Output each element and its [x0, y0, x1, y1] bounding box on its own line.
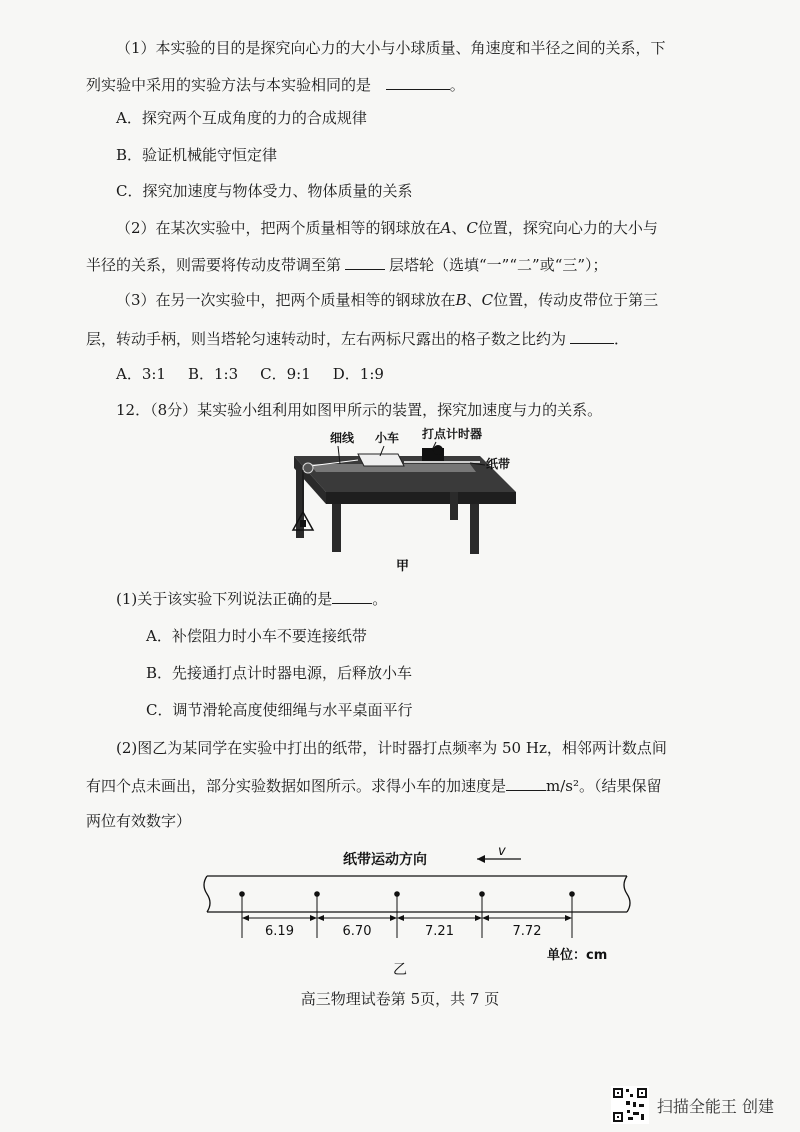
figure-paper-tape — [195, 842, 645, 982]
dimension-arrow-icon — [475, 915, 482, 921]
q12-stem: 12．（8分）某实验小组利用如图甲所示的装置，探究加速度与力的关系。 — [116, 401, 603, 419]
label-cart: 小车 — [375, 431, 400, 445]
label-string: 细线 — [330, 431, 355, 445]
tabletop-front — [326, 492, 516, 504]
q12-part1-text: (1)关于该实验下列说法正确的是 — [116, 590, 333, 608]
option-c: C．调节滑轮高度使细绳与水平桌面平行 — [146, 701, 413, 719]
q11-part3-text: （3）在另一次实验中，把两个质量相等的钢球放在 — [116, 291, 456, 309]
table-leg — [332, 504, 341, 552]
arrow-head-icon — [477, 855, 485, 863]
q11-part1-text: 列实验中采用的实验方法与本实验相同的是 — [86, 76, 372, 94]
tape-marks — [239, 891, 575, 939]
answer-blank — [345, 254, 385, 270]
timer-knob — [433, 445, 443, 455]
q12-part2-text: 有四个点未画出，部分实验数据如图所示。求得小车的加速度是 — [86, 777, 507, 795]
dimension-arrow-icon — [317, 915, 324, 921]
pulley — [303, 463, 313, 473]
answer-blank — [506, 775, 546, 791]
option-a: A．3:1 — [116, 365, 166, 383]
q11-part3-text2-end: ． — [614, 330, 630, 348]
q11-part2-text-end: 位置，探究向心力的大小与 — [477, 219, 658, 237]
dimension-arrow-icon — [242, 915, 249, 921]
q11-part3-text2: 层，转动手柄，则当塔轮匀速转动时，左右两标尺露出的格子数之比约为 — [86, 330, 567, 348]
q11-part1-end: 。 — [449, 76, 465, 94]
tape-left-torn-edge — [204, 876, 210, 912]
q12-part1-end: 。 — [372, 590, 388, 608]
direction-label: 纸带运动方向 — [343, 852, 427, 868]
q11-part1-line2 — [86, 74, 465, 95]
position-b: B — [455, 291, 467, 309]
dimension-arrow-icon — [310, 915, 317, 921]
q11-part3-line1 — [116, 290, 658, 310]
answer-blank — [570, 328, 614, 344]
segment-length-label: 7.21 — [425, 924, 454, 939]
dimension-arrow-icon — [565, 915, 572, 921]
qr-code-icon — [611, 1086, 649, 1124]
q11-part1-line1: （1）本实验的目的是探究向心力的大小与小球质量、角速度和半径之间的关系，下 — [116, 39, 666, 57]
q12-part2-unit: m/s²。（结果保留 — [546, 777, 662, 795]
q12-part2-line3: 两位有效数字） — [86, 812, 192, 830]
option-c: C．探究加速度与物体受力、物体质量的关系 — [116, 182, 413, 200]
q11-part3-options — [116, 364, 406, 384]
q12-part2-line1: (2)图乙为某同学在实验中打出的纸带，计时器打点频率为 50 Hz，相邻两计数点间 — [116, 739, 667, 757]
option-d: D．1:9 — [332, 365, 384, 383]
table-leg — [450, 492, 458, 520]
q11-part3-line2 — [86, 328, 629, 349]
table-leg — [470, 504, 479, 554]
label-tape: 纸带 — [486, 457, 511, 471]
separator: 、 — [466, 291, 482, 309]
q11-part2-text: （2）在某次实验中，把两个质量相等的钢球放在 — [116, 219, 441, 237]
q11-part2-line2 — [86, 254, 608, 275]
velocity-symbol: v — [498, 844, 506, 859]
q11-part2-text2: 半径的关系，则需要将传动皮带调至第 — [86, 256, 342, 274]
position-c: C — [481, 291, 494, 309]
option-a: A．补偿阻力时小车不要连接纸带 — [146, 627, 367, 645]
q12-part2-line2 — [86, 775, 662, 796]
scanner-watermark — [611, 1086, 774, 1124]
tape-right-torn-edge — [624, 876, 630, 912]
position-c: C — [466, 219, 478, 237]
option-b: B．先接通打点计时器电源，后释放小车 — [146, 664, 413, 682]
dimension-arrow-icon — [397, 915, 404, 921]
watermark-text: 扫描全能王 创建 — [656, 1096, 774, 1116]
segment-length-label: 6.70 — [342, 924, 372, 939]
dimension-arrow-icon — [390, 915, 397, 921]
q11-part3-text-end: 位置，传动皮带位于第三 — [493, 291, 659, 309]
q11-part2-line1 — [116, 218, 658, 238]
q11-part2-text2-end: 层塔轮（选填“一”“二”或“三”）； — [389, 256, 608, 274]
option-b: B．1:3 — [187, 365, 239, 383]
label-timer: 打点计时器 — [422, 427, 483, 441]
figure-caption: 乙 — [393, 962, 407, 978]
answer-blank — [332, 588, 372, 604]
segment-length-label: 6.19 — [265, 924, 294, 939]
option-b: B．验证机械能守恒定律 — [116, 146, 278, 164]
figure-caption: 甲 — [396, 559, 410, 574]
option-a: A．探究两个互成角度的力的合成规律 — [116, 109, 367, 127]
unit-label: 单位：cm — [547, 948, 608, 963]
separator: 、 — [451, 219, 467, 237]
position-a: A — [440, 219, 452, 237]
segment-length-label: 7.72 — [512, 924, 542, 939]
cart — [358, 454, 404, 466]
figure-apparatus — [280, 420, 520, 580]
option-c: C．9:1 — [260, 365, 311, 383]
page-footer: 高三物理试卷第 5页，共 7 页 — [300, 990, 500, 1008]
answer-blank — [386, 74, 450, 90]
q12-part1 — [116, 588, 387, 609]
weight — [300, 520, 306, 527]
dimension-arrow-icon — [482, 915, 489, 921]
